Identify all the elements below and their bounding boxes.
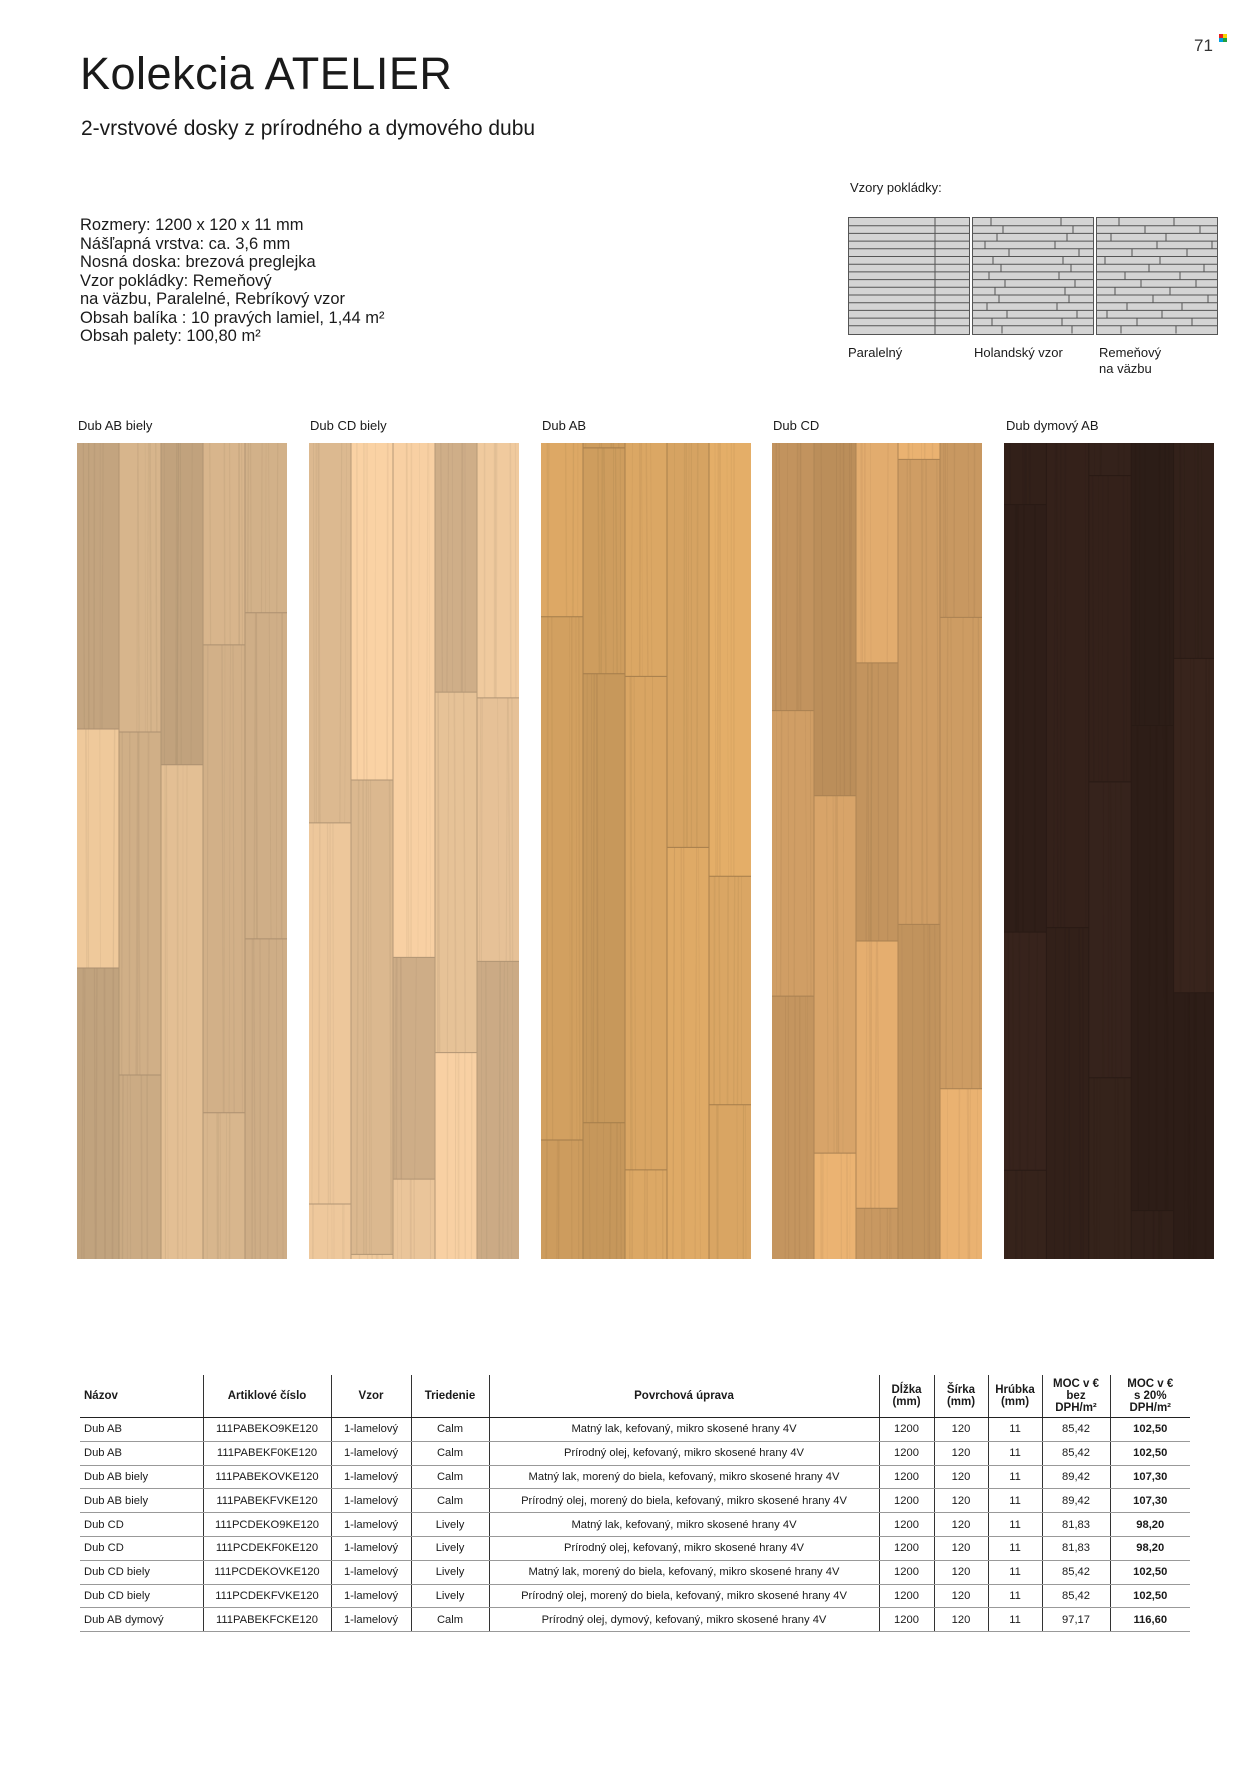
table-cell: Calm	[411, 1441, 489, 1465]
table-cell: 120	[934, 1441, 988, 1465]
table-row	[80, 1489, 1190, 1513]
table-cell: 11	[988, 1536, 1042, 1560]
table-cell: 111PABEKO9KE120	[203, 1418, 331, 1442]
table-row	[80, 1441, 1190, 1465]
spec-line: Rozmery: 1200 x 120 x 11 mm	[80, 216, 304, 234]
price-table	[80, 1375, 1190, 1632]
table-cell: 85,42	[1042, 1584, 1110, 1608]
print-color-marks	[1219, 34, 1227, 42]
col-header-length: Dĺžka (mm)	[879, 1375, 934, 1418]
wood-sample-image	[1004, 443, 1214, 1259]
table-cell: 120	[934, 1536, 988, 1560]
table-cell: 111PABEKFCKE120	[203, 1608, 331, 1632]
table-cell: Prírodný olej, morený do biela, kefovaný, mikro skosené hrany 4V	[489, 1584, 879, 1608]
table-cell: 11	[988, 1489, 1042, 1513]
spec-line: Nosná doska: brezová preglejka	[80, 253, 316, 271]
sample-label: Dub dymový AB	[1006, 418, 1099, 433]
table-cell: Dub CD	[80, 1513, 203, 1537]
table-cell: 1200	[879, 1489, 934, 1513]
table-cell: 120	[934, 1513, 988, 1537]
table-cell: 11	[988, 1465, 1042, 1489]
table-cell: 89,42	[1042, 1489, 1110, 1513]
table-row	[80, 1608, 1190, 1632]
table-cell: 107,30	[1110, 1489, 1190, 1513]
col-header-name: Názov	[80, 1375, 203, 1418]
table-cell: 11	[988, 1584, 1042, 1608]
col-header-finish: Povrchová úprava	[489, 1375, 879, 1418]
table-cell: 111PCDEKF0KE120	[203, 1536, 331, 1560]
pattern-label-parallel: Paralelný	[848, 345, 903, 360]
table-cell: 111PCDEKOVKE120	[203, 1560, 331, 1584]
table-cell: 111PCDEKO9KE120	[203, 1513, 331, 1537]
table-cell: 81,83	[1042, 1536, 1110, 1560]
pattern-label-running-bond: Remeňový na väzbu	[1099, 345, 1162, 376]
table-cell: Matný lak, kefovaný, mikro skosené hrany 4V	[489, 1513, 879, 1537]
col-header-price-net: MOC v € bez DPH/m²	[1042, 1375, 1110, 1418]
table-cell: 102,50	[1110, 1560, 1190, 1584]
sample-label: Dub AB biely	[78, 418, 153, 433]
table-cell: 102,50	[1110, 1584, 1190, 1608]
table-cell: 11	[988, 1418, 1042, 1442]
table-cell: 1200	[879, 1608, 934, 1632]
col-header-width: Šírka (mm)	[934, 1375, 988, 1418]
table-cell: 97,17	[1042, 1608, 1110, 1632]
table-cell: 107,30	[1110, 1465, 1190, 1489]
table-cell: Prírodný olej, morený do biela, kefovaný, mikro skosené hrany 4V	[489, 1489, 879, 1513]
table-cell: 1-lamelový	[331, 1584, 411, 1608]
table-cell: Dub CD	[80, 1536, 203, 1560]
sample-label: Dub CD biely	[310, 418, 387, 433]
table-cell: 85,42	[1042, 1418, 1110, 1442]
table-row	[80, 1465, 1190, 1489]
table-cell: Calm	[411, 1418, 489, 1442]
table-cell: Prírodný olej, kefovaný, mikro skosené hrany 4V	[489, 1536, 879, 1560]
table-cell: Matný lak, morený do biela, kefovaný, mikro skosené hrany 4V	[489, 1465, 879, 1489]
table-cell: 120	[934, 1465, 988, 1489]
sample-label: Dub AB	[542, 418, 587, 433]
table-cell: 1200	[879, 1513, 934, 1537]
table-cell: 120	[934, 1489, 988, 1513]
table-cell: 102,50	[1110, 1418, 1190, 1442]
col-header-grade: Triedenie	[411, 1375, 489, 1418]
table-cell: Dub AB biely	[80, 1465, 203, 1489]
table-cell: 111PABEKOVKE120	[203, 1465, 331, 1489]
table-cell: 120	[934, 1418, 988, 1442]
table-cell: 1-lamelový	[331, 1465, 411, 1489]
table-cell: 120	[934, 1608, 988, 1632]
table-row	[80, 1418, 1190, 1442]
table-cell: Lively	[411, 1536, 489, 1560]
table-cell: 1-lamelový	[331, 1560, 411, 1584]
product-specs	[80, 216, 510, 346]
table-cell: Dub CD biely	[80, 1584, 203, 1608]
col-header-thickness: Hrúbka (mm)	[988, 1375, 1042, 1418]
table-cell: 1-lamelový	[331, 1441, 411, 1465]
table-cell: Dub AB biely	[80, 1489, 203, 1513]
table-cell: 1-lamelový	[331, 1489, 411, 1513]
table-cell: 116,60	[1110, 1608, 1190, 1632]
table-row	[80, 1513, 1190, 1537]
table-cell: 1200	[879, 1441, 934, 1465]
wood-sample-image	[77, 443, 287, 1259]
table-cell: Calm	[411, 1489, 489, 1513]
table-cell: 1-lamelový	[331, 1608, 411, 1632]
table-cell: 1200	[879, 1536, 934, 1560]
table-cell: 120	[934, 1560, 988, 1584]
table-cell: 111PABEKF0KE120	[203, 1441, 331, 1465]
table-row	[80, 1536, 1190, 1560]
table-cell: 1-lamelový	[331, 1536, 411, 1560]
table-cell: Dub AB dymový	[80, 1608, 203, 1632]
table-cell: Lively	[411, 1513, 489, 1537]
table-cell: Calm	[411, 1465, 489, 1489]
table-cell: 85,42	[1042, 1560, 1110, 1584]
col-header-price-gross: MOC v € s 20% DPH/m²	[1110, 1375, 1190, 1418]
table-cell: 111PCDEKFVKE120	[203, 1584, 331, 1608]
sample-label: Dub CD	[773, 418, 820, 433]
table-cell: 1200	[879, 1560, 934, 1584]
table-cell: 102,50	[1110, 1441, 1190, 1465]
running-bond-pattern-icon	[1096, 217, 1218, 335]
wood-sample-image	[541, 443, 751, 1259]
table-cell: 11	[988, 1608, 1042, 1632]
table-cell: 98,20	[1110, 1513, 1190, 1537]
table-cell: 1200	[879, 1584, 934, 1608]
table-cell: 1200	[879, 1418, 934, 1442]
table-cell: 120	[934, 1584, 988, 1608]
table-cell: 11	[988, 1441, 1042, 1465]
page-title: Kolekcia ATELIER	[80, 48, 453, 99]
spec-line: Vzor pokládky: Remeňový	[80, 271, 272, 290]
table-cell: 11	[988, 1513, 1042, 1537]
table-cell: Dub CD biely	[80, 1560, 203, 1584]
spec-line: na väzbu, Paralelné, Rebríkový vzor	[80, 290, 346, 308]
table-cell: 89,42	[1042, 1465, 1110, 1489]
pattern-label-dutch: Holandský vzor	[974, 345, 1063, 360]
table-cell: 111PABEKFVKE120	[203, 1489, 331, 1513]
wood-sample-image	[309, 443, 519, 1259]
table-cell: Prírodný olej, dymový, kefovaný, mikro skosené hrany 4V	[489, 1608, 879, 1632]
table-cell: Calm	[411, 1608, 489, 1632]
col-header-article: Artiklové číslo	[203, 1375, 331, 1418]
dutch-pattern-icon	[972, 217, 1094, 335]
table-row	[80, 1584, 1190, 1608]
spec-line: Nášľapná vrstva: ca. 3,6 mm	[80, 234, 291, 253]
table-cell: Lively	[411, 1584, 489, 1608]
table-cell: Prírodný olej, kefovaný, mikro skosené hrany 4V	[489, 1441, 879, 1465]
table-header-row	[80, 1375, 1190, 1418]
parallel-pattern-icon	[848, 217, 970, 335]
page-number: 71	[1194, 36, 1213, 55]
page-subtitle: 2-vrstvové dosky z prírodného a dymového dubu	[81, 117, 536, 140]
table-cell: 98,20	[1110, 1536, 1190, 1560]
table-cell: 1-lamelový	[331, 1418, 411, 1442]
table-cell: Dub AB	[80, 1418, 203, 1442]
wood-sample-image	[772, 443, 982, 1259]
table-cell: 1-lamelový	[331, 1513, 411, 1537]
table-cell: 81,83	[1042, 1513, 1110, 1537]
patterns-heading: Vzory pokládky:	[850, 180, 942, 195]
table-cell: Dub AB	[80, 1441, 203, 1465]
table-cell: Matný lak, morený do biela, kefovaný, mikro skosené hrany 4V	[489, 1560, 879, 1584]
spec-line: Obsah palety: 100,80 m²	[80, 327, 261, 345]
table-cell: 85,42	[1042, 1441, 1110, 1465]
table-cell: Lively	[411, 1560, 489, 1584]
table-cell: Matný lak, kefovaný, mikro skosené hrany 4V	[489, 1418, 879, 1442]
table-row	[80, 1560, 1190, 1584]
spec-line: Obsah balíka : 10 pravých lamiel, 1,44 m²	[80, 308, 385, 327]
table-cell: 1200	[879, 1465, 934, 1489]
col-header-pattern: Vzor	[331, 1375, 411, 1418]
table-cell: 11	[988, 1560, 1042, 1584]
